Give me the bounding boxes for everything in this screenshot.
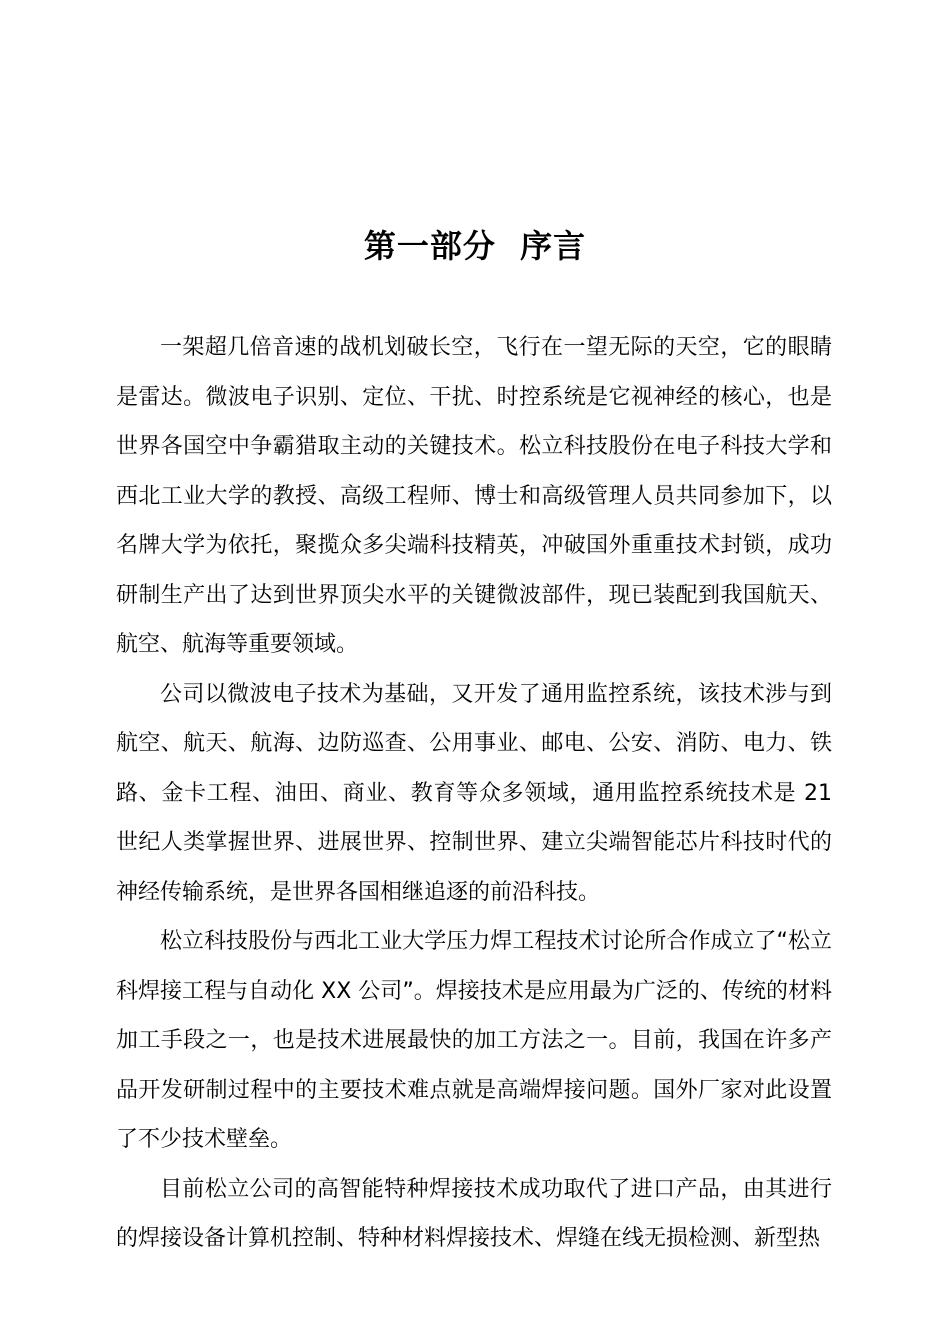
paragraph-welding-technology: 目前松立公司的高智能特种焊接技术成功取代了进口产品，由其进行的焊接设备计算机控制、特种材料焊接技术、焊缝在线无损检测、新型热 <box>116 1176 832 1251</box>
paragraph-welding-partnership: 松立科技股份与西北工业大学压力焊工程技术讨论所合作成立了“松立科焊接工程与自动化 XX 公司”。焊接技术是应用最为广泛的、传统的材料加工手段之一，也是技术进展最快的加工方法之一。目前，我国在许多产品开发研制过程中的主要技术难点就是高端焊接问题。国外厂家对此设置了不少技术壁垒。 <box>116 929 832 1152</box>
paragraph-radar: 一架超几倍音速的战机划破长空，飞行在一望无际的天空，它的眼睛是雷达。微波电子识别、定位、干扰、时控系统是它视神经的核心，也是世界各国空中争霸猎取主动的关键技术。松立科技股份在电子科技大学和西北工业大学的教授、高级工程师、博士和高级管理人员共同参加下，以名牌大学为依托，聚揽众多尖端科技精英，冲破国外重重技术封锁，成功研制生产出了达到世界顶尖水平的关键微波部件，现已装配到我国航天、航空、航海等重要领域。 <box>116 335 832 657</box>
body-text <box>116 323 832 1264</box>
paragraph-monitoring: 公司以微波电子技术为基础，又开发了通用监控系统，该技术涉与到航空、航天、航海、边防巡查、公用事业、邮电、公安、消防、电力、铁路、金卡工程、油田、商业、教育等众多领域，通用监控系统技术是 21 世纪人类掌握世界、进展世界、控制世界、建立尖端智能芯片科技时代的神经传输系统，是世界各国相继追逐的前沿科技。 <box>116 681 832 905</box>
section-title: 第一部分 序言 <box>363 227 587 265</box>
